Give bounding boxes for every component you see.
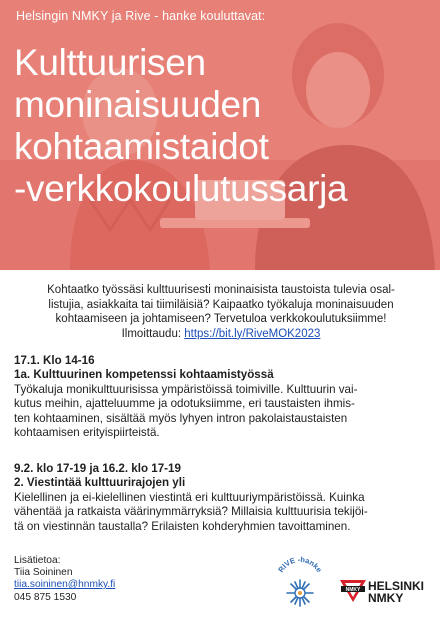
- contact-email[interactable]: tiia.soininen@hnmky.fi: [14, 579, 116, 591]
- rive-logo: [270, 556, 330, 612]
- hero-kicker: Helsingin NMKY ja Rive - hanke kouluttavat:: [16, 9, 266, 23]
- helsinki-nmky-logo: [339, 578, 431, 612]
- contact-info: [14, 555, 115, 604]
- session-2: [14, 462, 428, 534]
- register-label: Ilmoittaudu:: [121, 327, 185, 340]
- intro-line: kohtaamiseen ja johtamiseen? Tervetuloa verkkokoulutuksiimme!: [55, 313, 387, 326]
- contact-phone: 045 875 1530: [14, 591, 77, 603]
- hero-title-line: moninaisuuden: [14, 84, 262, 125]
- session-desc-line: Työkaluja monikulttuurisissa ympäristöissä toimiville. Kulttuurin vai-: [14, 382, 358, 396]
- session-desc-line: Kielellinen ja ei-kielellinen viestintä eri kulttuuriympäristöissä. Kuinka: [14, 490, 365, 504]
- session-date: 9.2. klo 17-19 ja 16.2. klo 17-19: [14, 462, 181, 475]
- rive-logo-text: RIVE -hanke: [276, 556, 324, 575]
- hero-title-line: Kulttuurisen: [14, 42, 206, 83]
- register-link[interactable]: https://bit.ly/RiveMOK2023: [184, 327, 321, 340]
- session-desc-line: tä on viestinnän taustalla? Erilaisten kohderyhmien tavoittaminen.: [14, 519, 351, 533]
- hero-banner: [0, 0, 440, 270]
- nmky-wordmark: [368, 580, 424, 604]
- session-title: 2. Viestintää kulttuurirajojen yli: [14, 476, 186, 490]
- nmky-wordmark-line: NMKY: [368, 591, 404, 605]
- session-desc-line: ten kohtaaminen, sisältää myös lyhyen intron pakolaistaustaisten: [14, 411, 348, 425]
- nmky-wordmark-line: HELSINKI: [368, 579, 425, 593]
- nmky-triangle-icon: [339, 578, 367, 604]
- hero-title-line: kohtaamistaidot: [14, 126, 269, 167]
- intro-paragraph: [14, 283, 428, 341]
- contact-name: Tiia Soininen: [14, 567, 73, 579]
- session-1: [14, 354, 428, 440]
- hero-title: [14, 42, 434, 210]
- register-line: [14, 327, 428, 342]
- session-title: 1a. Kulttuurinen kompetenssi kohtaamistyössä: [14, 368, 274, 382]
- session-desc-line: vähentää ja ratkaista väärinymmärryksiä? Millaisia kulttuurisia tekijöi-: [14, 505, 368, 519]
- hero-title-line: -verkkokoulutussarja: [14, 168, 348, 209]
- nmky-badge-text: NMKY: [345, 586, 361, 593]
- svg-text:RIVE -hanke: [276, 556, 324, 574]
- contact-heading: Lisätietoa:: [14, 555, 61, 566]
- intro-line: Kohtaatko työssäsi kulttuurisesti moninaisista taustoista tulevia osal-: [47, 284, 395, 296]
- session-desc-line: kutus meihin, ajatteluumme ja odotuksiimme, eri taustaisten ihmis-: [14, 397, 355, 411]
- intro-line: listujia, asiakkaita tai tiimiläisiä? Kaipaatko työkaluja moninaisuuden: [48, 298, 394, 311]
- session-desc-line: kohtaamisen erityispiirteistä.: [14, 426, 160, 440]
- session-date: 17.1. Klo 14-16: [14, 354, 95, 367]
